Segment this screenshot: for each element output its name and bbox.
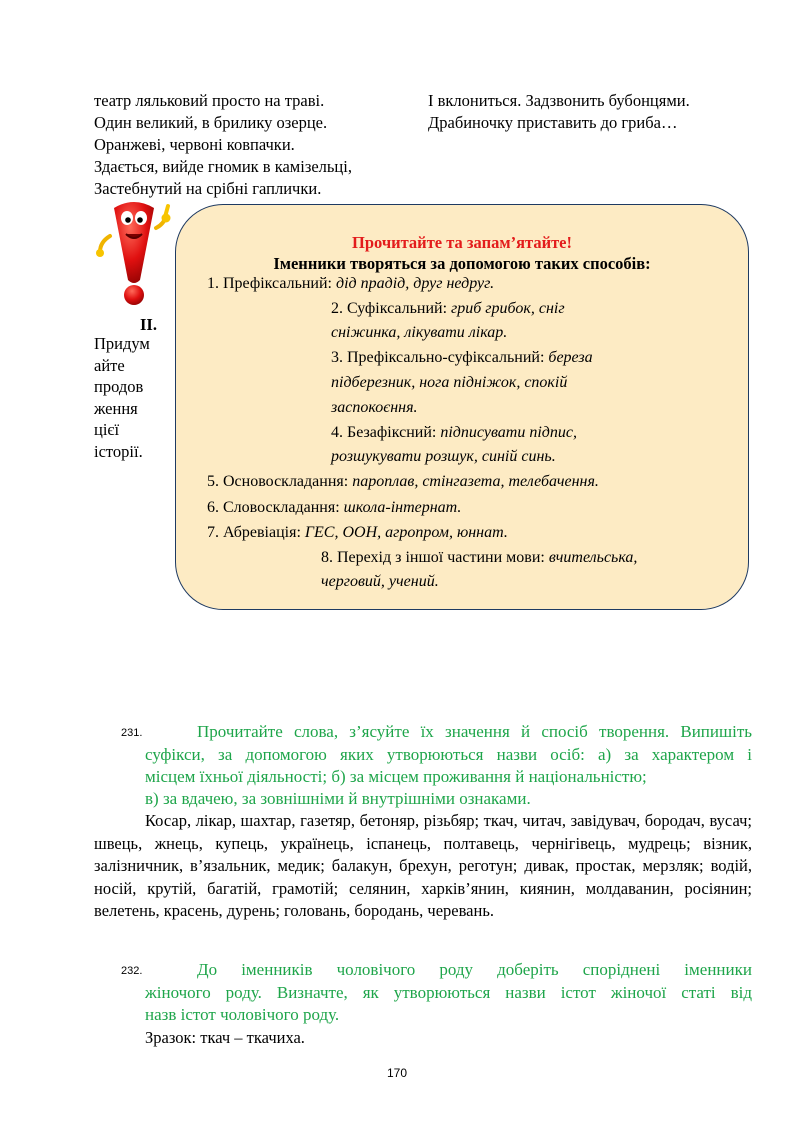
exercise-231-text: Косар, лікар, шахтар, газетяр, бетоняр, різьбяр; ткач, читач, завідувач, бородач, вусач; швець, жнець, купець, українець, іспанець, полтавець, чернігівець, мудрець; візник, залізничник, в’язальник, медик; балакун, брехун, реготун; дивак, простак, мерзляк; водій, носій, крутій, багатій, грамотій; селянин, харків’янин, киянин, молдаванин, росіянин; велетень, красень, дурень; головань, бородань, черевань. (94, 811, 752, 920)
poem-line: Оранжеві, червоні ковпачки. (94, 135, 295, 154)
exercise-232-number: 232. (121, 965, 143, 977)
page-number: 170 (386, 1066, 408, 1080)
poem-left-column (94, 90, 352, 200)
exercise-232-sample: Зразок: ткач – ткачиха. (145, 1028, 305, 1047)
side-task-word: Придум (94, 334, 150, 353)
rule-item: 7. Абревіація: ГЕС, ООН, агропром, юннат. (207, 524, 508, 541)
exercise-231-task-line: Прочитайте слова, з’ясуйте їх значення й спосіб творення. Випишіть (197, 722, 752, 741)
exclamation-mascot-icon (94, 196, 174, 308)
exercise-232-task-line: До іменників чоловічого роду доберіть споріднені іменники (197, 960, 752, 979)
exercise-231-task-line: суфікси, за допомогою яких утворюються назви осіб: а) за характером і (145, 745, 752, 764)
poem-line: Один великий, в брилику озерце. (94, 113, 328, 132)
exercise-231-task-line: в) за вдачею, за зовнішніми й внутрішніми ознаками. (145, 789, 531, 808)
side-task (94, 314, 157, 462)
side-task-word: ження (94, 398, 138, 418)
rule-card-title: Прочитайте та запам’ятайте! (351, 233, 572, 252)
poem-right-column (428, 90, 690, 134)
side-task-word: продов (94, 377, 144, 396)
rule-card-subtitle: Іменники творяться за допомогою таких способів: (273, 254, 651, 273)
rule-item: сніжинка, лікувати лікар. (331, 324, 508, 341)
rule-card (175, 204, 749, 610)
poem-line: Здається, вийде гномик в камізельці, (94, 157, 352, 176)
rule-item: 6. Словоскладання: школа-інтернат. (207, 499, 462, 516)
rule-item: 3. Префіксально-суфіксальний: береза (331, 349, 593, 366)
poem-line: театр ляльковий просто на траві. (94, 91, 325, 110)
poem-line: І вклониться. Задзвонить бубонцями. (428, 91, 690, 110)
side-task-word: айте (94, 355, 125, 375)
rule-item: розшукувати розшук, синій синь. (331, 448, 556, 465)
exercise-231-task-line: місцем їхньої діяльності; б) за місцем проживання й національністю; (145, 767, 647, 786)
rule-item: 5. Основоскладання: пароплав, стінгазета, телебачення. (207, 473, 599, 490)
poem-line: Драбиночку приставить до гриба… (428, 113, 678, 132)
exercise-232-task-line: жіночого роду. Визначте, як утворюються назви істот жіночої статі від (145, 983, 752, 1002)
rule-item: 4. Безафіксний: підписувати підпис, (331, 424, 577, 441)
rule-item: 1. Префіксальний: дід прадід, друг недруг. (207, 275, 495, 292)
rule-item: підберезник, нога підніжок, спокій (331, 374, 568, 391)
rule-item: 8. Перехід з іншої частини мови: вчительська, (321, 549, 638, 566)
side-task-word: цієї (94, 420, 120, 439)
exercise-232-task-line: назв істот чоловічого роду. (145, 1005, 340, 1024)
poem-line: Застебнутий на срібні гаплички. (94, 179, 322, 198)
rule-item: черговий, учений. (321, 573, 439, 590)
side-task-word: історії. (94, 441, 143, 461)
exercise-231-number: 231. (121, 727, 143, 739)
rule-item: заспокоєння. (331, 399, 418, 416)
side-task-number: ІІ. (140, 315, 157, 334)
rule-item: 2. Суфіксальний: гриб грибок, сніг (331, 300, 565, 317)
